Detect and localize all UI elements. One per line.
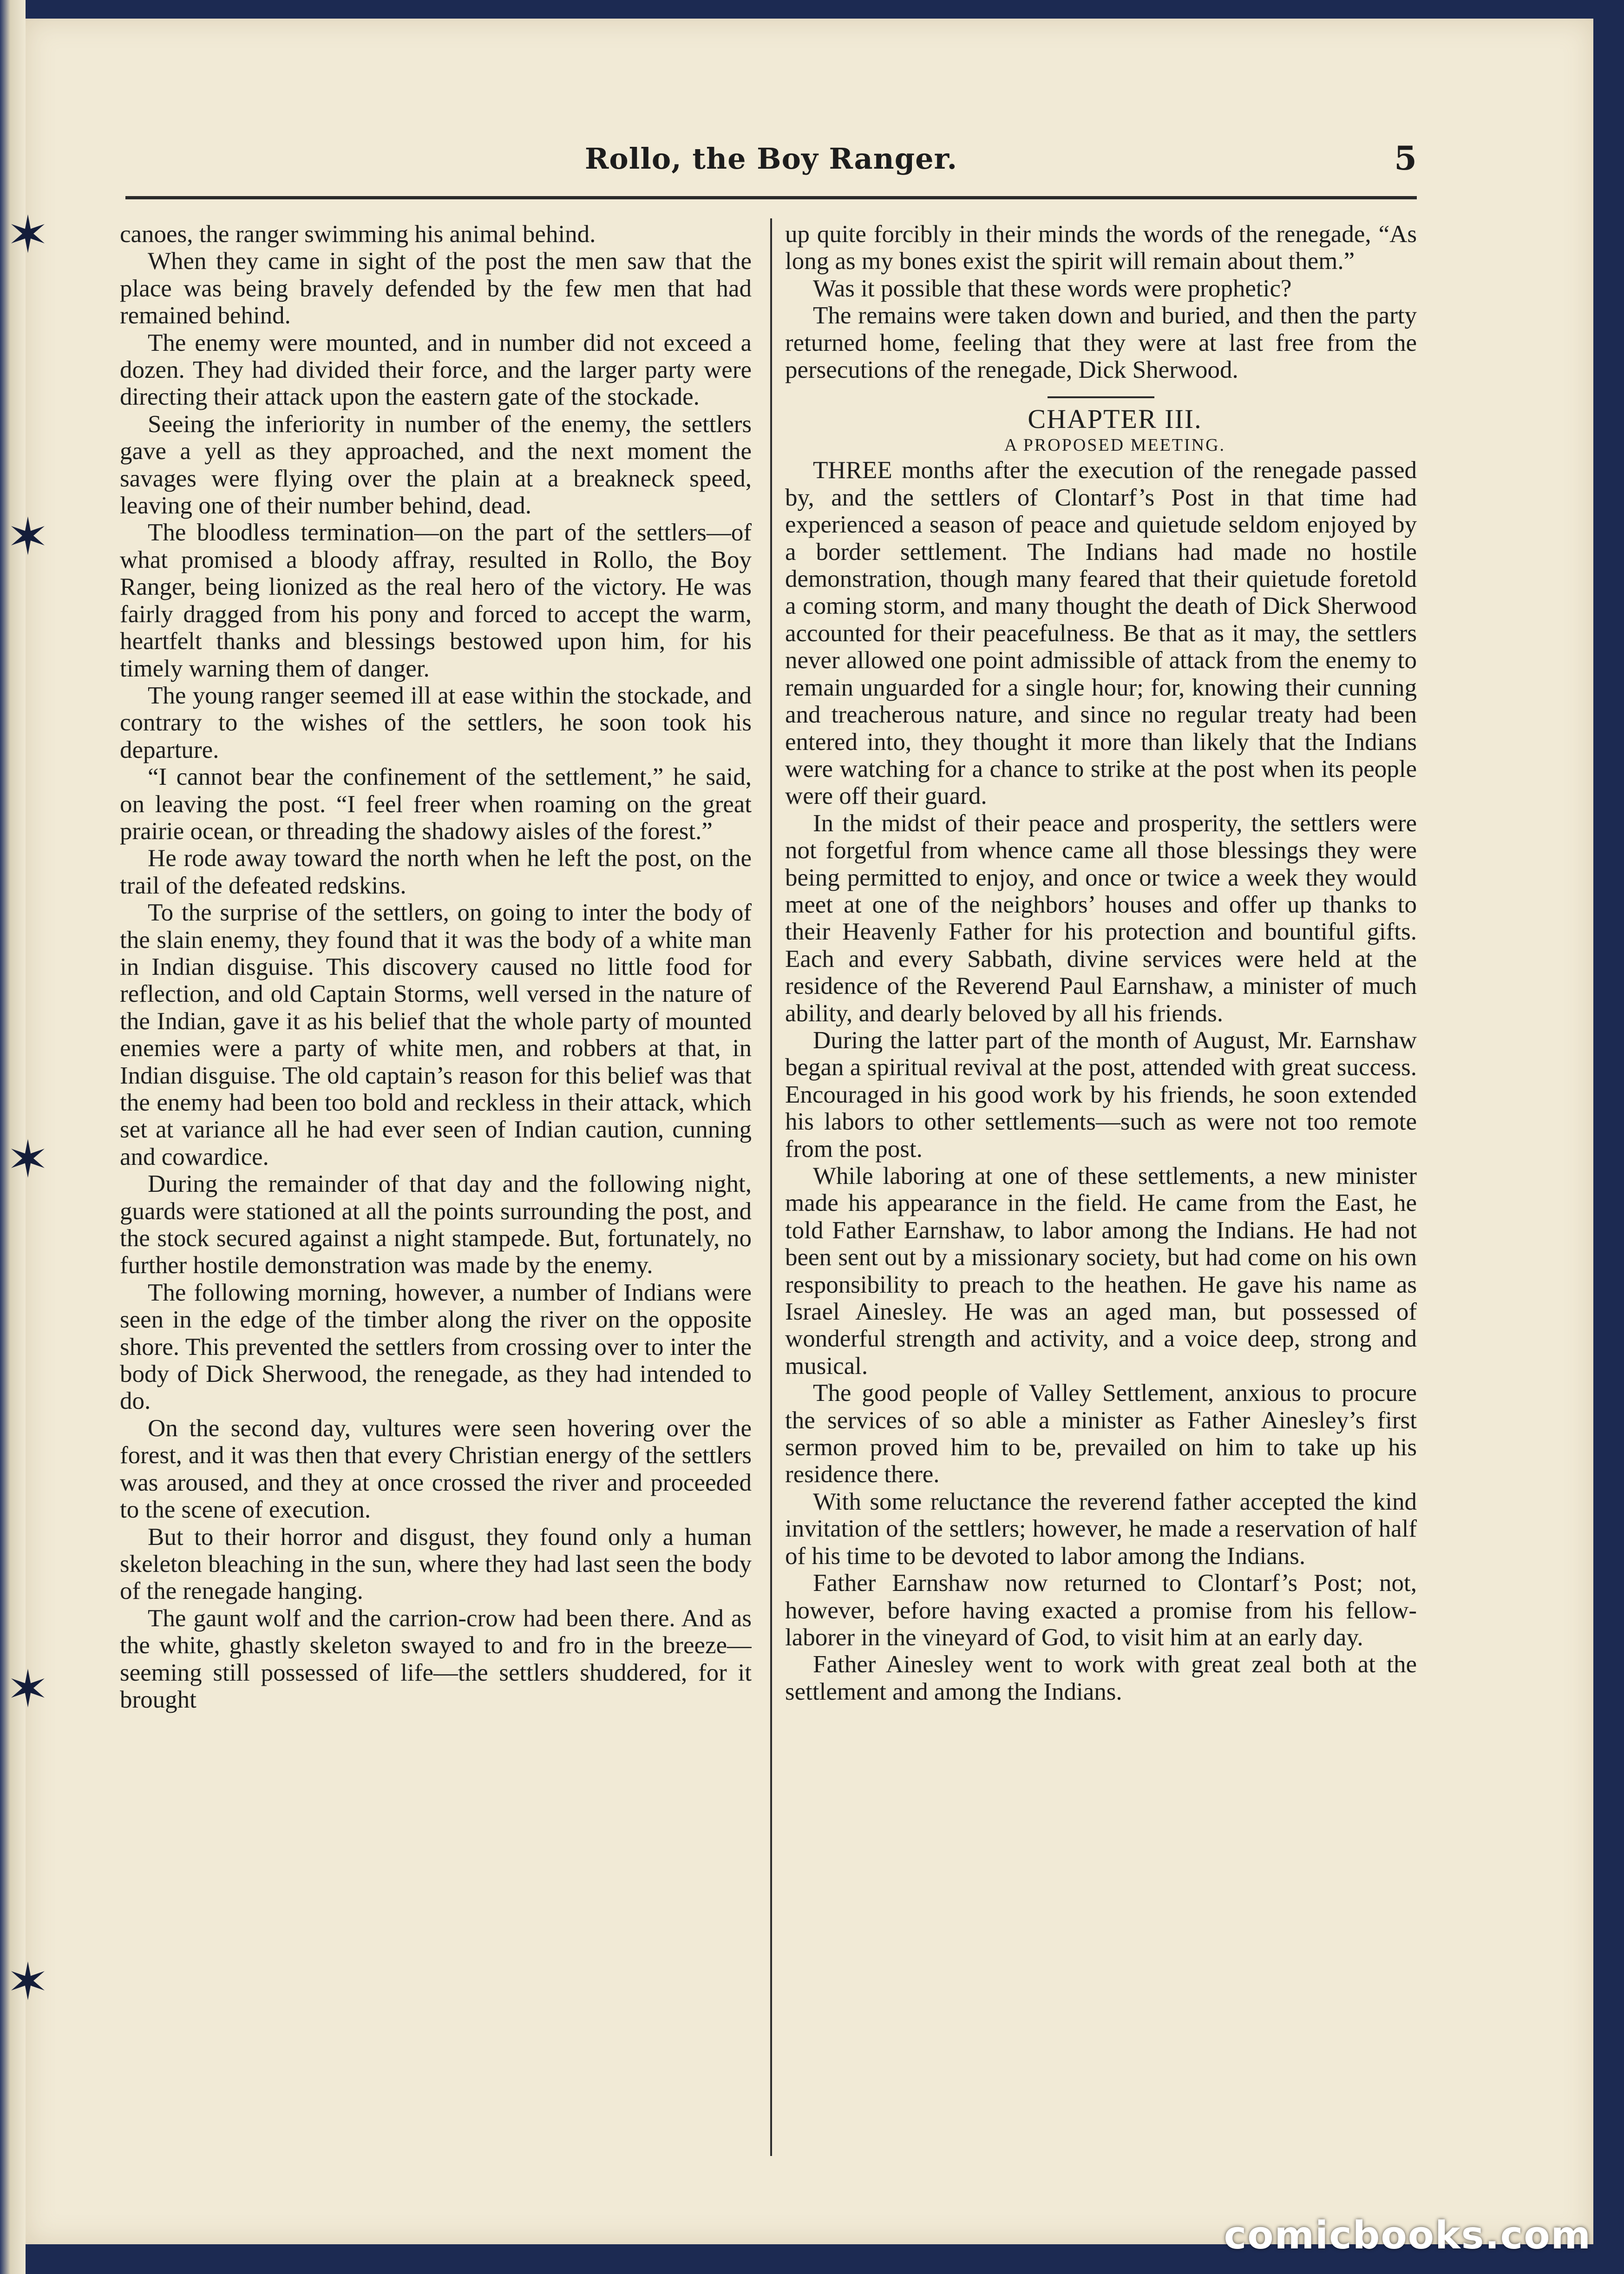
paragraph: The following morning, however, a number of Indians were seen in the edge of the timber along the river on the opposite shore. This prevented the settlers from crossing over to inter the body of Dick Sherwood, the renegade, as they had intended to do. [120, 1279, 752, 1415]
paragraph: THREE months after the execution of the renegade passed by, and the settlers of Clontarf’s Post in that time had experienced a season of peace and quietude seldom enjoyed by a border settlement. The Indians had made no hostile demonstration, though many feared that their quietude foretold a coming storm, and many thought the death of Dick Sherwood accounted for their peacefulness. Be that as it may, the settlers never allowed one point admissible of attack from the enemy to remain unguarded for a single hour; for, knowing their cunning and treacherous nature, and since no regular treaty had been entered into, they thought it more than likely that the Indians were watching for a chance to strike at the post when its people were off their guard. [785, 457, 1417, 810]
binding-hole-icon: ✶ [6, 1952, 50, 2011]
paragraph: The young ranger seemed ill at ease within the stockade, and contrary to the wishes of the settlers, he soon took his departure. [120, 682, 752, 763]
binding-hole-icon: ✶ [6, 1130, 50, 1189]
header-rule [125, 196, 1417, 199]
paragraph: The enemy were mounted, and in number did not exceed a dozen. They had divided their force, and the larger party were directing their attack upon the eastern gate of the stockade. [120, 329, 752, 411]
chapter-rule [1048, 396, 1154, 398]
paragraph: To the surprise of the settlers, on going to inter the body of the slain enemy, they found that it was the body of a white man in Indian disguise. This discovery caused no little food for reflection, and old Captain Storms, well versed in the nature of the Indian, gave it as his belief that the whole party of mounted enemies were a party of white men, and robbers at that, in Indian disguise. The old captain’s reason for this belief was that the enemy had been too bold and reckless in their attack, which set at variance all he had ever seen of Indian caution, cunning and cowardice. [120, 899, 752, 1170]
paragraph: He rode away toward the north when he left the post, on the trail of the defeated redskins. [120, 845, 752, 899]
paragraph: The gaunt wolf and the carrion-crow had been there. And as the white, ghastly skeleton swayed to and fro in the breeze—seeming still possessed of life—the settlers shuddered, for it brought [120, 1604, 752, 1713]
paragraph: While laboring at one of these settlements, a new minister made his appearance in the field. He came from the East, he told Father Earnshaw, to labor among the Indians. He had not been sent out by a missionary society, but had come on his own responsibility to preach to the heathen. He gave his name as Israel Ainesley. He was an aged man, but possessed of wonderful strength and activity, and a voice deep, strong and musical. [785, 1163, 1417, 1380]
running-title: Rollo, the Boy Ranger. [584, 142, 958, 176]
page-number: 5 [1394, 139, 1417, 177]
paragraph: On the second day, vultures were seen hovering over the forest, and it was then that every Christian energy of the settlers was aroused, and they at once crossed the river and proceeded to the scene of execution. [120, 1414, 752, 1524]
watermark: comicbooks.com [1224, 2214, 1591, 2258]
paragraph: Was it possible that these words were prophetic? [813, 275, 1292, 302]
right-column [785, 221, 1417, 2163]
paragraph: The good people of Valley Settlement, anxious to procure the services of so able a minister as Father Ainesley’s first sermon proved him to be, prevailed on him to take up his residence there. [785, 1380, 1417, 1488]
chapter-subtitle: A PROPOSED MEETING. [1004, 435, 1226, 455]
running-header [125, 118, 1417, 188]
right-column-after [785, 457, 1417, 1705]
left-column [120, 221, 752, 2163]
paragraph: “I cannot bear the confinement of the settlement,” he said, on leaving the post. “I feel freer when roaming on the great prairie ocean, or threading the shadowy aisles of the forest.” [120, 763, 752, 845]
binding-hole-icon: ✶ [6, 1659, 50, 1719]
paragraph: During the latter part of the month of August, Mr. Earnshaw began a spiritual revival at the post, attended with great success. Encouraged in his good work by his friends, he soon extended his labors to other settlements—such as were not too remote from the post. [785, 1026, 1417, 1163]
paragraph: The remains were taken down and buried, and then the party returned home, feeling that they were at last free from the persecutions of the renegade, Dick Sherwood. [785, 302, 1417, 384]
binding-hole-icon: ✶ [6, 507, 50, 566]
paragraph: During the remainder of that day and the following night, guards were stationed at all the points surrounding the post, and the stock secured against a night stampede. But, fortunately, no further hostile demonstration was made by the enemy. [120, 1170, 752, 1279]
paragraph: Father Earnshaw now returned to Clontarf’s Post; not, however, before having exacted a promise from his fellow-laborer in the vineyard of God, to visit him at an early day. [785, 1570, 1417, 1651]
paragraph: Seeing the inferiority in number of the enemy, the settlers gave a yell as they approached, and the next moment the savages were flying over the plain at a breakneck speed, leaving one of their number behind, dead. [120, 410, 752, 519]
paragraph: The bloodless termination—on the part of the settlers—of what promised a bloody affray, resulted in Rollo, the Boy Ranger, being lionized as the real hero of the victory. He was fairly dragged from his pony and forced to accept the warm, heartfelt thanks and blessings bestowed upon him, for his timely warning them of danger. [120, 519, 752, 682]
chapter-title: CHAPTER III. [1028, 404, 1202, 434]
paragraph: Father Ainesley went to work with great zeal both at the settlement and among the Indians. [785, 1651, 1417, 1705]
paragraph: In the midst of their peace and prosperity, the settlers were not forgetful from whence came all those blessings they were being permitted to enjoy, and once or twice a week they would meet at one of the neighbors’ houses and offer up thanks to their Heavenly Father for his protection and bountiful gifts. Each and every Sabbath, divine services were held at the residence of the Reverend Paul Earnshaw, a minister of much ability, and dearly beloved by all his friends. [785, 809, 1417, 1027]
paragraph: up quite forcibly in their minds the words of the renegade, “As long as my bones exist the spirit will remain about them.” [785, 221, 1417, 275]
binding-hole-icon: ✶ [6, 205, 50, 264]
paragraph: canoes, the ranger swimming his animal behind. [120, 221, 596, 248]
paragraph: When they came in sight of the post the men saw that the place was being bravely defended by the few men that had remained behind. [120, 248, 752, 329]
right-column-before [785, 221, 1417, 383]
paragraph: With some reluctance the reverend father accepted the kind invitation of the settlers; however, he made a reservation of half of his time to be devoted to labor among the Indians. [785, 1488, 1417, 1570]
column-divider [770, 218, 772, 2156]
paragraph: But to their horror and disgust, they found only a human skeleton bleaching in the sun, where they had last seen the body of the renegade hanging. [120, 1523, 752, 1605]
